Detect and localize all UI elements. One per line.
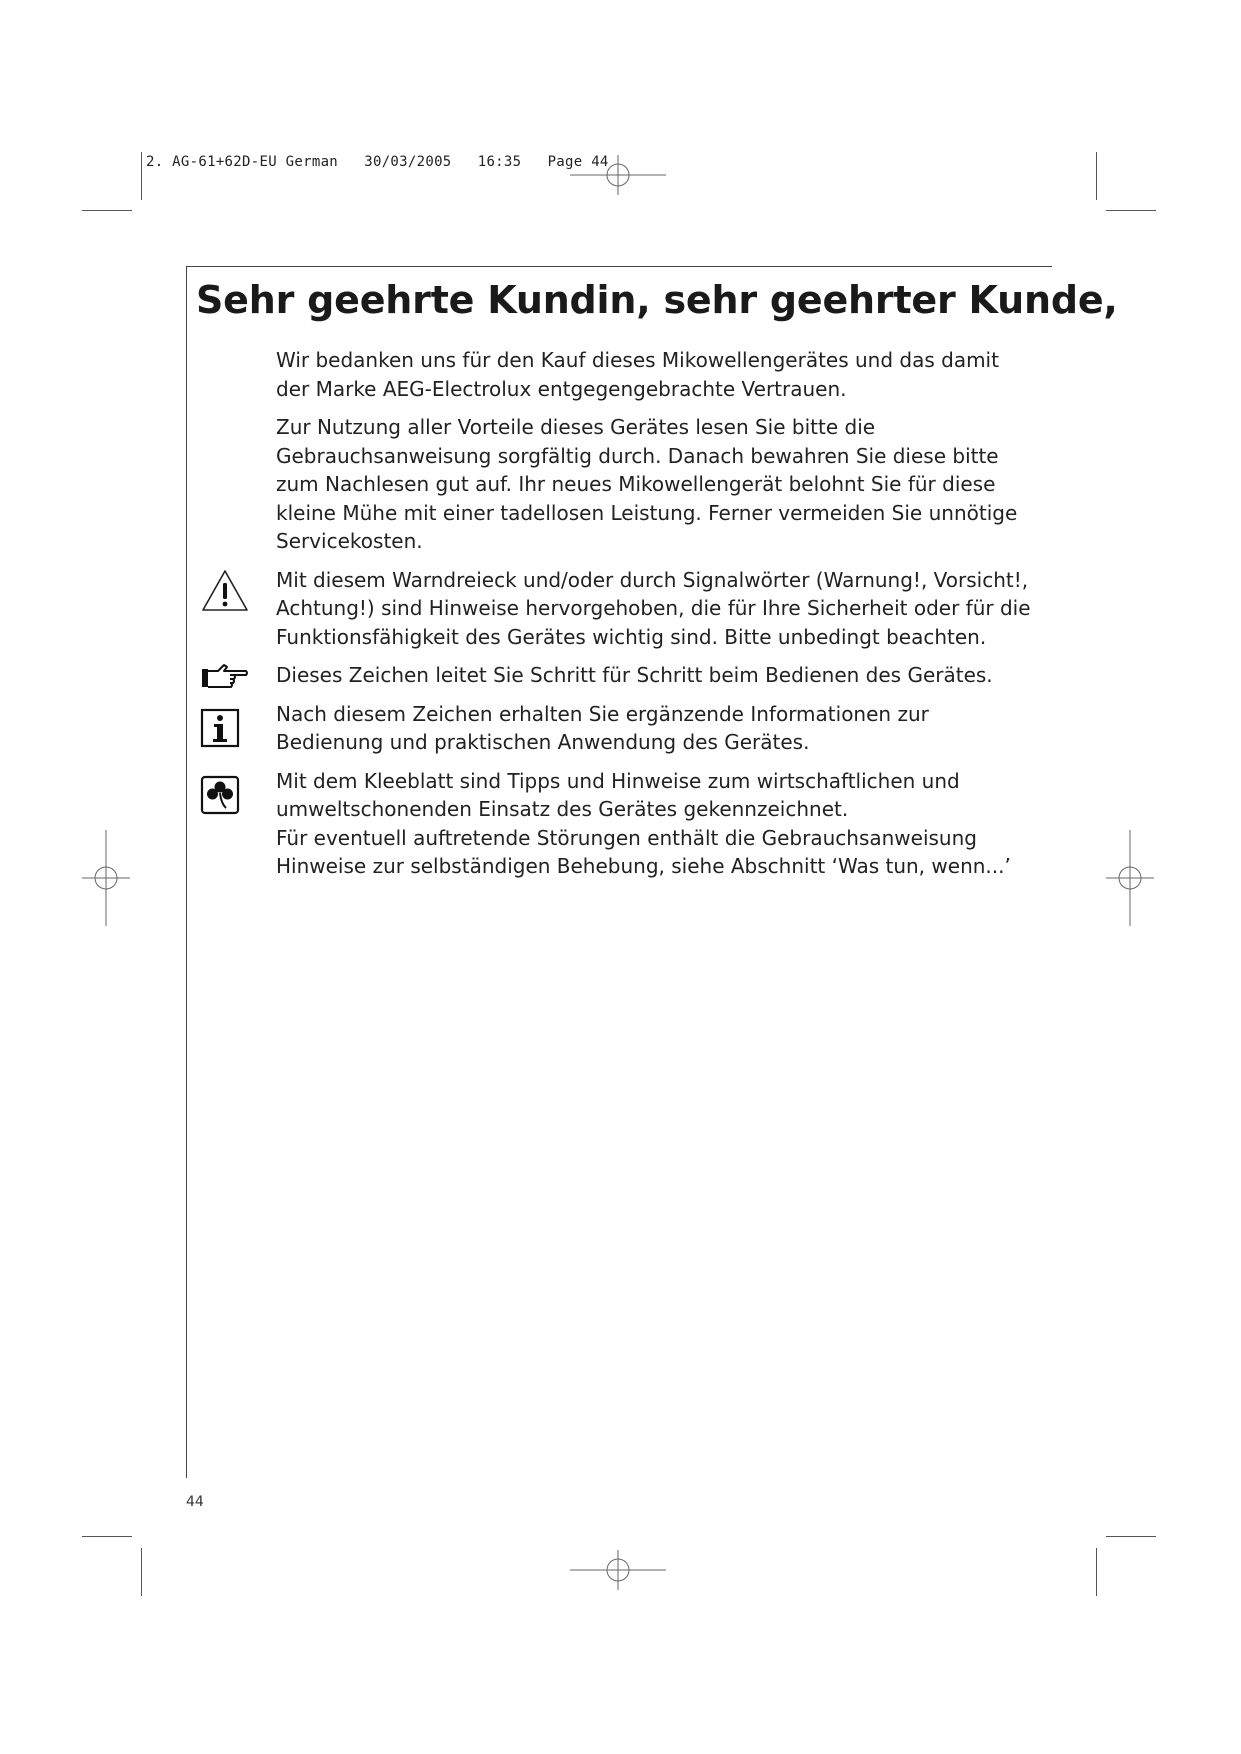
slug-job: 2. AG-61+62D-EU German (146, 154, 339, 170)
paragraph-steps (276, 661, 1036, 690)
crop-mark (82, 1536, 132, 1537)
slug-page-label: Page 44 (547, 154, 609, 170)
paragraph-text: Zur Nutzung aller Vorteile dieses Gerätes lesen Sie bitte die Gebrauchsanweisung sorgfältig durch. Danach bewahren Sie diese bitte zum Nachlesen gut auf. Ihr neues Mikowellengerät belohnt Sie für diese kleine Mühe mit einer tadellosen Leistung. Ferner vermeiden Sie unnötige Servicekosten. (276, 415, 1018, 553)
pointing-hand-icon (200, 659, 250, 709)
paragraph-text: Nach diesem Zeichen erhalten Sie ergänzende Informationen zur Bedienung und praktischen Anwendung des Gerätes. (276, 701, 929, 754)
paragraph-intro (276, 346, 1036, 403)
crop-mark (1096, 1548, 1097, 1596)
crop-mark (1096, 152, 1097, 200)
paragraph-eco (276, 767, 1036, 881)
crop-mark (141, 1548, 142, 1596)
info-icon (200, 708, 250, 758)
paragraph-text: Für eventuell auftretende Störungen enthält die Gebrauchsanweisung Hinweise zur selbständigen Behebung, siehe Abschnitt ‘Was tun, wenn...’ (276, 825, 1011, 878)
crop-mark (82, 210, 132, 211)
paragraph-text: Mit dem Kleeblatt sind Tipps und Hinweise zum wirtschaftlichen und umweltschonenden Einsatz des Gerätes gekennzeichnet. (276, 768, 960, 821)
page-number: 44 (186, 1494, 204, 1510)
registration-mark (568, 155, 668, 195)
document-body (276, 346, 1036, 891)
warning-triangle-icon (200, 568, 250, 618)
registration-mark (1106, 830, 1156, 926)
crop-mark (141, 152, 142, 200)
paragraph-info (276, 700, 1036, 757)
crop-mark (1106, 1536, 1156, 1537)
frame-left-rule (186, 266, 187, 1478)
paragraph-text: Mit diesem Warndreieck und/oder durch Signalwörter (Warnung!, Vorsicht!, Achtung!) sind Hinweise hervorgehoben, die für Ihre Sicherheit oder für die Funktionsfähigkeit des Gerätes wichtig sind. Bitte unbedingt beachten. (276, 567, 1031, 649)
clover-leaf-icon (200, 775, 250, 825)
crop-mark (1106, 210, 1156, 211)
slug-time: 16:35 (477, 154, 522, 170)
print-slug (146, 154, 609, 170)
slug-date: 30/03/2005 (364, 154, 452, 170)
registration-mark (568, 1550, 668, 1590)
page-title: Sehr geehrte Kundin, sehr geehrter Kunde, (196, 278, 1118, 322)
paragraph-text: Wir bedanken uns für den Kauf dieses Mikowellengerätes und das damit der Marke AEG-Electrolux entgegengebrachte Vertrauen. (276, 348, 999, 401)
paragraph-usage (276, 413, 1036, 556)
paragraph-warning (276, 566, 1036, 652)
frame-top-rule (186, 266, 1052, 267)
paragraph-text: Dieses Zeichen leitet Sie Schritt für Schritt beim Bedienen des Gerätes. (276, 663, 993, 687)
registration-mark (80, 830, 130, 926)
